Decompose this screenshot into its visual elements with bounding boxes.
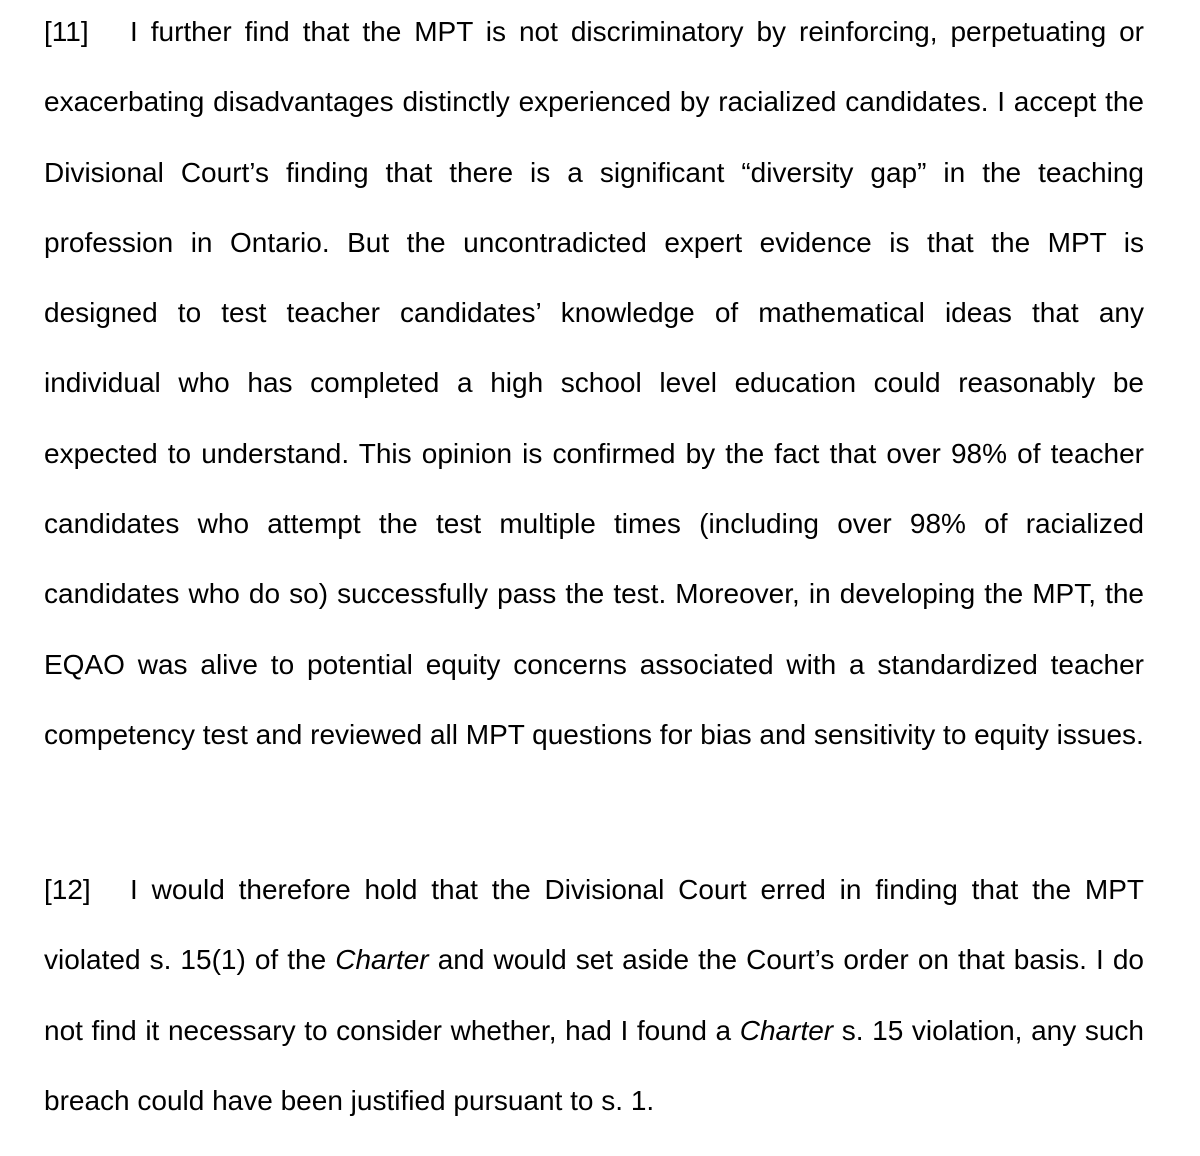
paragraph-text: I further find that the MPT is not discriminatory by reinforcing, perpetuating or exacerbating disadvantages distinctly experienced by racialized candidates. I accept the Divisional Court’s finding that there is a significant “diversity gap” in the teaching profession in Ontario. But the uncontradicted expert evidence is that the MPT is designed to test teacher candidates’ knowledge of mathematical ideas that any individual who has completed a high school level education could reasonably be expected to understand. This opinion is confirmed by the fact that over 98% of teacher candidates who attempt the test multiple times (including over 98% of racialized candidates who do so) successfully pass the test. Moreover, in developing the MPT, the EQAO was alive to potential equity concerns associated with a standardized teacher competency test and reviewed all MPT questions for bias and sensitivity to equity issues. [44,16,1144,750]
paragraph-text: I would therefore hold that the Divisional Court erred in finding that the MPT violated s. 15(1) of the [44,874,1144,976]
paragraph-text: s. 15 violation, any such breach could have been justified pursuant to s. 1. [44,1014,1144,1116]
paragraph-11 [44,0,1144,770]
paragraph-number: [11] [44,16,89,47]
charter-italic: Charter [335,944,429,976]
charter-italic: Charter [739,1014,834,1046]
paragraph-number: [12] [44,874,91,905]
paragraph-12 [44,855,1144,1136]
paragraph-text: and would set aside the Court’s order on that basis. I do not find it necessary to consider whether, had I found a [44,944,1144,1046]
